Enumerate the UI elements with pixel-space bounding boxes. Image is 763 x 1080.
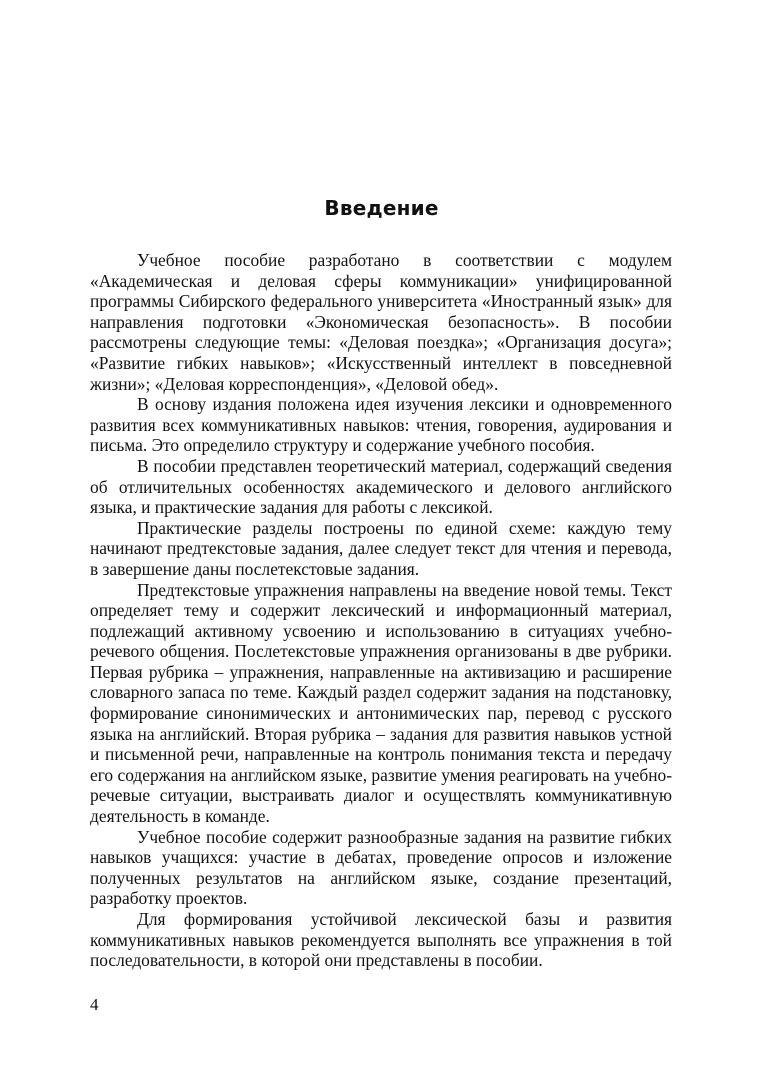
paragraph-theory: В пособии представлен теоретический материал, содержащий сведения об отличительных особенностях академического и делового английского языка, и практические задания для работы с лексикой. — [90, 455, 672, 518]
paragraph-structure: Практические разделы построены по единой схеме: каждую тему начинают предтекстовые задания, далее следует текст для чтения и перевода, в завершение даны послетекстовые задания. — [90, 517, 672, 579]
body-text — [90, 250, 672, 971]
page-number: 4 — [90, 995, 99, 1014]
paragraph-soft-skills: Учебное пособие содержит разнообразные задания на развитие гибких навыков учащихся: участие в дебатах, проведение опросов и изложение полученных результатов на английском языке, создание презентаций, разработку проектов. — [90, 826, 672, 909]
paragraph-basis: В основу издания положена идея изучения лексики и одновременного развития всех коммуникативных навыков: чтения, говорения, аудирования и письма. Это определило структуру и содержание учебного пособия. — [90, 394, 672, 456]
paragraph-recommendation: Для формирования устойчивой лексической базы и развития коммуникативных навыков рекомендуется выполнять все упражнения в той последовательности, в которой они представлены в пособии. — [90, 909, 672, 971]
page-title: Введение — [324, 196, 439, 220]
paragraph-exercises: Предтекстовые упражнения направлены на введение новой темы. Текст определяет тему и содержит лексический и информационный материал, подлежащий активному усвоению и использованию в ситуациях учебно-речевого общения. Послетекстовые упражнения организованы в две рубрики. Первая рубрика – упражнения, направленные на активизацию и расширение словарного запаса по теме. Каждый раздел содержит задания на подстановку, формирование синонимических и антонимических пар, перевод с русского языка на английский. Вторая рубрика – задания для развития навыков устной и письменной речи, направленные на контроль понимания текста и передачу его содержания на английском языке, развитие умения реагировать на учебно-речевые ситуации, выстраивать диалог и осуществлять коммуникативную деятельность в команде. — [90, 579, 672, 827]
paragraph-intro: Учебное пособие разработано в соответствии с модулем «Академическая и деловая сферы коммуникации» унифицированной программы Сибирского федерального университета «Иностранный язык» для направления подготовки «Экономическая безопасность». В пособии рассмотрены следующие темы: «Деловая поездка»; «Организация досуга»; «Развитие гибких навыков»; «Искусственный интеллект в повседневной жизни»; «Деловая корреспонденция», «Деловой обед». — [90, 250, 672, 394]
